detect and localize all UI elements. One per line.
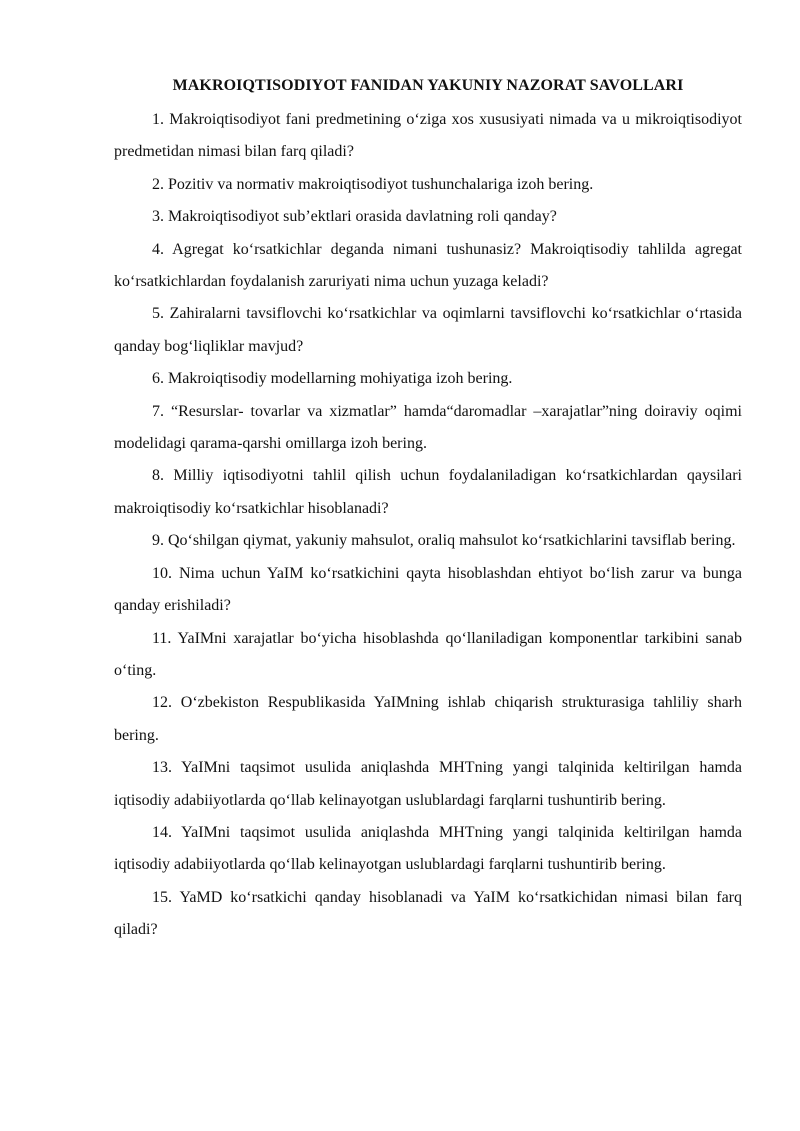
question-item: 1. Makroiqtisodiyot fani predmetining o‘ziga xos xususiyati nimada va u mikroiqtisodiyot predmetidan nimasi bilan farq qiladi? bbox=[114, 111, 742, 161]
document-title: MAKROIQTISODIYOT FANIDAN YAKUNIY NAZORAT SAVOLLARI bbox=[172, 77, 684, 94]
question-item: 7. “Resurslar- tovarlar va xizmatlar” hamda“daromadlar –xarajatlar”ning doiraviy oqimi modelidagi qarama-qarshi omillarga izoh bering. bbox=[114, 402, 742, 453]
question-item: 13. YaIMni taqsimot usulida aniqlashda MHTning yangi talqinida keltirilgan hamda iqtisodiy adabiiyotlarda qo‘llab kelinayotgan uslublardagi farqlarni tushuntirib bering. bbox=[114, 759, 742, 809]
question-item: 15. YaMD ko‘rsatkichi qanday hisoblanadi va YaIM ko‘rsatkichidan nimasi bilan farq qiladi? bbox=[114, 888, 742, 939]
question-item: 12. O‘zbekiston Respublikasida YaIMning ishlab chiqarish strukturasiga tahliliy sharh bering. bbox=[114, 694, 742, 744]
question-item: 5. Zahiralarni tavsiflovchi ko‘rsatkichlar va oqimlarni tavsiflovchi ko‘rsatkichlar o‘rtasida qanday bog‘liqliklar mavjud? bbox=[114, 305, 742, 355]
question-item: 8. Milliy iqtisodiyotni tahlil qilish uchun foydalaniladigan ko‘rsatkichlardan qaysilari makroiqtisodiy ko‘rsatkichlar hisoblanadi? bbox=[114, 467, 742, 517]
question-item: 14. YaIMni taqsimot usulida aniqlashda MHTning yangi talqinida keltirilgan hamda iqtisodiy adabiiyotlarda qo‘llab kelinayotgan uslublardagi farqlarni tushuntirib bering. bbox=[114, 823, 742, 874]
question-list bbox=[114, 104, 742, 947]
question-item: 4. Agregat ko‘rsatkichlar deganda nimani tushunasiz? Makroiqtisodiy tahlilda agregat ko‘rsatkichlardan foydalanish zaruriyati nima uchun yuzaga keladi? bbox=[114, 240, 742, 291]
question-item: 3. Makroiqtisodiyot sub’ektlari orasida davlatning roli qanday? bbox=[152, 208, 557, 226]
question-item: 6. Makroiqtisodiy modellarning mohiyatiga izoh bering. bbox=[152, 370, 513, 388]
question-item: 10. Nima uchun YaIM ko‘rsatkichini qayta hisoblashdan ehtiyot bo‘lish zarur va bunga qanday erishiladi? bbox=[114, 564, 742, 615]
question-item: 11. YaIMni xarajatlar bo‘yicha hisoblashda qo‘llaniladigan komponentlar tarkibini sanab o‘ting. bbox=[114, 629, 742, 679]
question-item: 9. Qo‘shilgan qiymat, yakuniy mahsulot, oraliq mahsulot ko‘rsatkichlarini tavsiflab bering. bbox=[152, 532, 736, 550]
document-page bbox=[114, 74, 742, 947]
question-item: 2. Pozitiv va normativ makroiqtisodiyot tushunchalariga izoh bering. bbox=[152, 175, 594, 193]
